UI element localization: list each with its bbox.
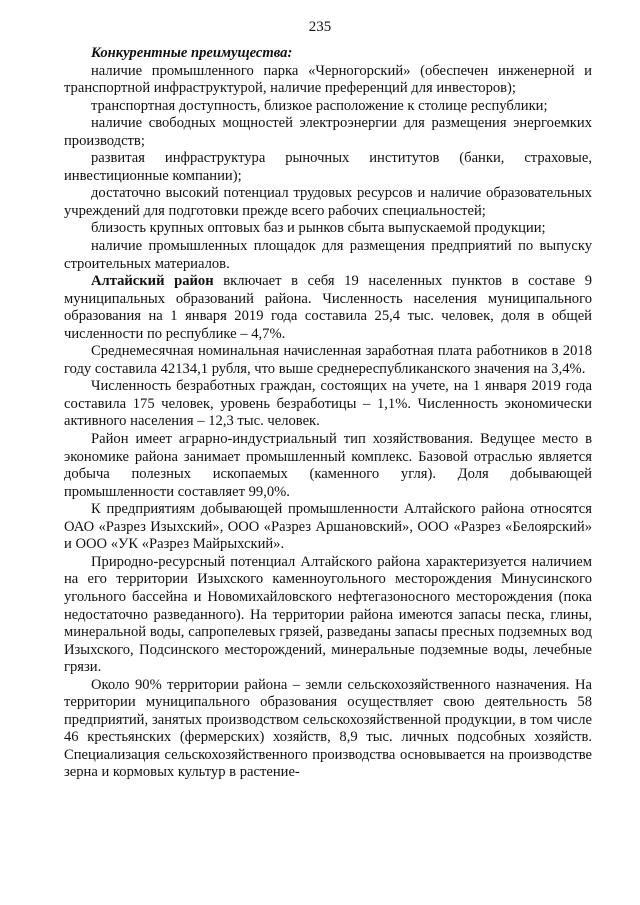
district-intro-paragraph — [64, 273, 592, 343]
body-paragraph: Среднемесячная номинальная начисленная заработная плата работников в 2018 году составила 42134,1 рубля, что выше среднереспубликанского значения на 3,4%. — [64, 343, 592, 377]
advantage-item: близость крупных оптовых баз и рынков сбыта выпускаемой продукции; — [91, 220, 546, 237]
advantage-item: наличие свободных мощностей электроэнергии для размещения энергоемких производств; — [64, 115, 592, 149]
body-paragraph: Численность безработных граждан, состоящих на учете, на 1 января 2019 года составила 175 человек, уровень безработицы – 1,1%. Численность экономически активного населения – 12,3 тыс. человек. — [64, 378, 592, 430]
advantage-item: наличие промышленного парка «Черногорский» (обеспечен инженерной и транспортной инфраструктурой, наличие преференций для инвесторов); — [64, 62, 592, 97]
body-paragraph: Около 90% территории района – земли сельскохозяйственного назначения. На территории муниципального образования осуществляет свою деятельность 58 предприятий, занятых производством сельскохозяйственной продукции, в том числе 46 крестьянских (фермерских) хозяйств, 8,9 тыс. личных подсобных хозяйств. Специализация сельскохозяйственного производства основывается на производстве зерна и кормовых культур в растение- — [64, 676, 592, 781]
section-heading: Конкурентные преимущества: — [91, 45, 293, 61]
body-paragraph: Район имеет аграрно-индустриальный тип хозяйствования. Ведущее место в экономике района занимает промышленный комплекс. Базовой отраслью является добыча полезных ископаемых (каменного угля). Доля добывающей промышленности составляет 99,0%. — [64, 431, 592, 500]
advantage-item: развитая инфраструктура рыночных институтов (банки, страховые, инвестиционные компании); — [64, 150, 592, 184]
advantage-item: транспортная доступность, близкое расположение к столице республики; — [91, 97, 548, 114]
body-paragraph: К предприятиям добывающей промышленности Алтайского района относятся ОАО «Разрез Изыхский», ООО «Разрез Аршановский», ООО «Разрез «Белоярский» и ООО «УК «Разрез Майрыхский». — [64, 501, 592, 553]
page-number: 235 — [308, 19, 332, 35]
district-intro-text: включает в себя 19 населенных пунктов в составе 9 муниципальных образований района. Численность населения муниципального образования на 1 января 2019 года составила 25,4 тыс. человек, доля в общей численности по республике – 4,7%. — [64, 273, 592, 342]
body-paragraph: Природно-ресурсный потенциал Алтайского района характеризуется наличием на его территории Изыхского каменноугольного месторождения Минусинского угольного бассейна и Новомихайловского нефтегазоносного месторождения (пока недостаточно разведанного). На территории района имеются запасы песка, глины, минеральной воды, сапропелевых грязей, разведаны запасы пресных подземных вод Изыхского, Подсинского месторождений, минеральные подземные воды, лечебные грязи. — [64, 553, 592, 676]
district-name: Алтайский район — [91, 273, 214, 290]
page-body — [64, 45, 592, 782]
advantage-item: достаточно высокий потенциал трудовых ресурсов и наличие образовательных учреждений для подготовки прежде всего рабочих специальностей; — [64, 185, 592, 219]
advantage-item: наличие промышленных площадок для размещения предприятий по выпуску строительных материалов. — [64, 238, 592, 272]
